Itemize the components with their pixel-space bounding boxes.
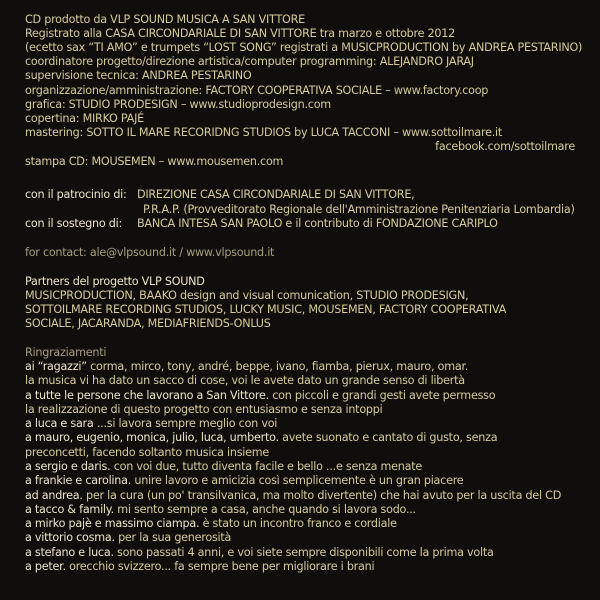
thanks-message: orecchio svizzero... fa sempre bene per migliorare i brani [65,560,375,573]
thanks-message: la musica vi ha dato un sacco di cose, voi le avete dato un grande senso di libertà [25,374,465,387]
thanks-recipient: a peter. [25,560,66,573]
thanks-line [25,374,465,388]
thanks-message: avete suonato e cantato di gusto, senza [278,431,498,444]
thanks-line [25,403,382,417]
contact-line: for contact: ale@vlpsound.it / www.vlpsound.it [25,246,275,259]
credit-line-exception: (ecetto sax “TI AMO” e trumpets “LOST SONG” registrati a MUSICPRODUCTION by ANDREA PESTARINO) [25,41,583,54]
thanks-message: per la cura (un po' transilvanica, ma molto divertente) che hai avuto per la uscita del CD [82,489,562,502]
thanks-line [25,474,463,488]
thanks-line [25,503,416,517]
thanks-line [25,560,374,574]
thanks-recipient: a vittorio cosma. [25,531,115,544]
partners-line: SOCIALE, JACARANDA, MEDIAFRIENDS-ONLUS [25,317,271,330]
thanks-recipient: a tacco & family. [25,503,114,516]
thanks-recipient: ai “ragazzi” [25,360,87,373]
patronage-line-2: P.R.A.P. (Provveditorato Regionale dell'Amministrazione Penitenziaria Lombardia) [143,203,575,216]
thanks-message: ...si lavora sempre meglio con voi [93,417,278,430]
thanks-message: preconcetti, facendo soltanto musica insieme [25,446,270,459]
thanks-line [25,446,269,460]
thanks-message: per la sua generosità [114,531,232,544]
patronage-label: con il patrocinio di: [25,188,127,201]
partners-line: SOTTOILMARE RECORDING STUDIOS, LUCKY MUSIC, MOUSEMEN, FACTORY COOPERATIVA [25,303,506,316]
credit-line-producer: CD prodotto da VLP SOUND MUSICA A SAN VITTORE [25,13,305,26]
thanks-message: unire lavoro e amicizia così semplicemente è un gran piacere [131,474,464,487]
sponsor-text: BANCA INTESA SAN PAOLO e il contributo di FONDAZIONE CARIPLO [137,217,498,230]
thanks-line [25,431,497,445]
thanks-message: sono passati 4 anni, e voi siete sempre disponibili come la prima volta [113,546,494,559]
thanks-recipient: a stefano e luca. [25,546,114,559]
credit-line-mastering: mastering: SOTTO IL MARE RECORIDNG STUDIOS by LUCA TACCONI – www.sottoilmare.it [25,126,503,139]
thanks-message: con piccoli e grandi gesti avete permesso [268,389,496,402]
thanks-recipient: a mirko pajè e massimo ciampa. [25,517,200,530]
credit-line-recorded: Registrato alla CASA CIRCONDARIALE DI SAN VITTORE tra marzo e ottobre 2012 [25,27,456,40]
thanks-line [25,360,468,374]
credit-line-supervision: supervisione tecnica: ANDREA PESTARINO [25,69,252,82]
thanks-message: corma, mirco, tony, andré, beppe, ivano, fiamba, pierux, mauro, omar. [86,360,469,373]
credit-line-graphics: grafica: STUDIO PRODESIGN – www.studioprodesign.com [25,98,331,111]
partners-title: Partners del progetto VLP SOUND [25,275,205,288]
thanks-message: con voi due, tutto diventa facile e bello ...e senza menate [110,460,422,473]
thanks-recipient: a tutte le persone che lavorano a San Vittore. [25,389,269,402]
thanks-line [25,489,561,503]
partners-line: MUSICPRODUCTION, BAAKO design and visual comunication, STUDIO PRODESIGN, [25,289,469,302]
thanks-message: è stato un incontro franco e cordiale [199,517,397,530]
sponsor-label: con il sostegno di: [25,217,123,230]
patronage-line-1: DIREZIONE CASA CIRCONDARIALE DI SAN VITTORE, [137,188,415,201]
credit-line-coordinator: coordinatore progetto/direzione artistica/computer programming: ALEJANDRO JARAJ [25,55,474,68]
thanks-recipient: a luca e sara [25,417,94,430]
thanks-line [25,460,422,474]
thanks-line [25,517,397,531]
credit-line-organization: organizzazione/amministrazione: FACTORY COOPERATIVA SOCIALE – www.factory.coop [25,84,489,97]
thanks-line [25,389,495,403]
thanks-line [25,417,277,431]
thanks-recipient: ad andrea. [25,489,83,502]
thanks-line [25,546,494,560]
credit-line-printing: stampa CD: MOUSEMEN – www.mousemen.com [25,155,284,168]
credit-line-cover: copertina: MIRKO PAJÉ [25,112,144,125]
thanks-message: la realizzazione di questo progetto con entusiasmo e senza intoppi [25,403,383,416]
thanks-recipient: a frankie e carolina. [25,474,132,487]
thanks-message: mi sento sempre a casa, anche quando si lavora sodo... [113,503,416,516]
thanks-line [25,531,231,545]
thanks-recipient: a mauro, eugenio, monica, julio, luca, umberto. [25,431,279,444]
credit-line-facebook: facebook.com/sottoilmare [435,140,575,153]
thanks-title: Ringraziamenti [25,346,107,359]
thanks-recipient: a sergio e daris. [25,460,111,473]
